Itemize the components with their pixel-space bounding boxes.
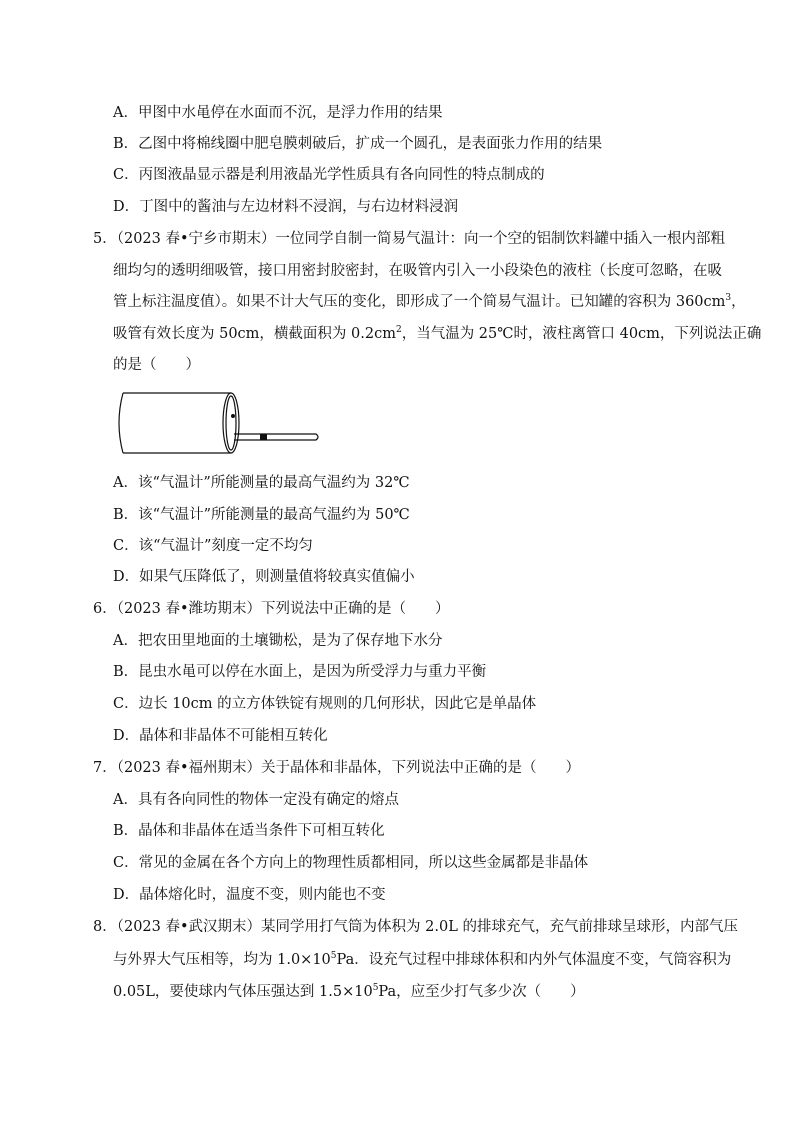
q7-option-c: C．常见的金属在各个方向上的物理性质都相同，所以这些金属都是非晶体 [113, 855, 589, 871]
hole-marker [231, 414, 235, 418]
thermometer-can-figure [113, 390, 323, 460]
q8-stem-line1: 8．（2023 春•武汉期末）某同学用打气筒为体积为 2.0L 的排球充气，充气前排球呈球形，内部气压 [93, 919, 738, 935]
q5-stem-line4: 吸管有效长度为 50cm，横截面积为 $0.2cm^2$，当气温为 25℃时，液柱离管口 40cm，下列说法正确 [113, 325, 762, 342]
q7-option-a: A．具有各向同性的物体一定没有确定的熔点 [113, 792, 399, 808]
q5-stem-line2: 细均匀的透明细吸管，接口用密封胶密封，在吸管内引入一小段染色的液柱（长度可忽略，在吸 [113, 263, 722, 279]
q5-option-b: B．该“气温计”所能测量的最高气温约为 50℃ [113, 507, 410, 523]
q6-stem: 6．（2023 春•潍坊期末）下列说法中正确的是（ ） [93, 601, 450, 617]
q7-option-d: D．晶体熔化时，温度不变，则内能也不变 [113, 887, 386, 903]
q6-option-c: C．边长 10cm 的立方体铁锭有规则的几何形状，因此它是单晶体 [113, 696, 537, 712]
q4-option-d: D．丁图中的酱油与左边材料不浸润，与右边材料浸润 [113, 199, 459, 215]
q4-option-c: C．丙图液晶显示器是利用液晶光学性质具有各向同性的特点制成的 [113, 167, 545, 183]
q8-stem-line2: 与外界大气压相等，均为 $1.0\times 10^5Pa$．设充气过程中排球体积和内外气体温度不变，气筒容积为 [113, 951, 732, 968]
liquid-column [260, 434, 267, 440]
q6-option-d: D．晶体和非晶体不可能相互转化 [113, 728, 328, 744]
q5-stem-line3: 管上标注温度值）。如果不计大气压的变化，即形成了一个简易气温计。已知罐的容积为 $360cm^3$， [113, 293, 746, 310]
q6-option-b: B．昆虫水黾可以停在水面上，是因为所受浮力与重力平衡 [113, 664, 487, 680]
q5-option-a: A．该“气温计”所能测量的最高气温约为 32℃ [113, 475, 410, 491]
q5-option-c: C．该“气温计”刻度一定不均匀 [113, 538, 313, 554]
q6-option-a: A．把农田里地面的土壤锄松，是为了保存地下水分 [113, 633, 443, 649]
q5-option-d: D．如果气压降低了，则测量值将较真实值偏小 [113, 569, 415, 585]
q4-option-b: B．乙图中将棉线圈中肥皂膜刺破后，扩成一个圆孔，是表面张力作用的结果 [113, 136, 603, 152]
q7-stem: 7．（2023 春•福州期末）关于晶体和非晶体，下列说法中正确的是（ ） [93, 760, 581, 776]
q4-option-a: A．甲图中水黾停在水面而不沉，是浮力作用的结果 [113, 105, 443, 121]
q7-option-b: B．晶体和非晶体在适当条件下可相互转化 [113, 823, 385, 839]
q8-stem-line3: 0.05L，要使球内气体压强达到 $1.5\times 10^5Pa$，应至少打气多少次（ ） [113, 983, 585, 1000]
q5-stem-line1: 5．（2023 春•宁乡市期末）一位同学自制一简易气温计：向一个空的铝制饮料罐中插入一根内部粗 [93, 231, 726, 247]
q5-stem-line5: 的是（ ） [113, 357, 200, 373]
